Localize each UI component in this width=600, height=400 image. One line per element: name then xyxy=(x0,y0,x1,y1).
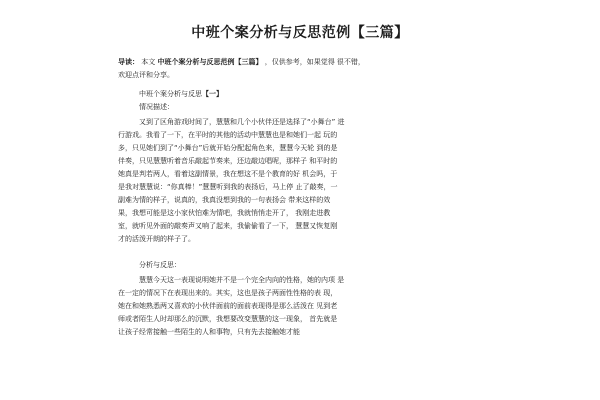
section-heading xyxy=(118,88,519,101)
analysis-paragraph xyxy=(118,274,498,339)
situation-line: 果，我想可能是这小家伙怕难为情吧，我就悄悄走开了， 我刚走进教 xyxy=(118,209,331,217)
guide-prefix: 本文 xyxy=(141,58,158,66)
situation-line: 多，只见她们到了“小舞台”后就开始分配起角色来，慧慧今天轮 到的是 xyxy=(118,144,338,152)
document-title: 中班个案分析与反思范例【三篇】 xyxy=(191,25,409,41)
section-heading-text: 中班个案分析与反思 xyxy=(139,90,202,98)
guide-paragraph xyxy=(118,56,498,82)
analysis-line: 让孩子经常接触一些陌生的人和事物，只有先去接触她才能 xyxy=(118,328,300,336)
guide-line-2: 欢迎点评和分享。 xyxy=(118,71,174,79)
guide-label: 导读： xyxy=(118,58,139,66)
situation-line: 她真是判若两人，看着这副情景，我在想这不是个教育的好 机会吗，于 xyxy=(118,170,338,178)
analysis-line: 在一定的情况下在表现出来的。其实，这也是孩子两面性性格的表 现， xyxy=(118,289,338,297)
section-heading-number: 【一】 xyxy=(202,90,223,98)
situation-line: 室，就听见外面的敲奏声又响了起来，我偷偷看了一下， 慧慧又恢复刚 xyxy=(118,222,338,230)
situation-line: 又到了区角游戏时间了，慧慧和几个小伙伴还是选择了“小舞台” 进 xyxy=(139,118,345,126)
situation-line: 伴奏，只见慧慧听着音乐敲起节奏来，还边敲边唱呢，那样子 和平时的 xyxy=(118,157,338,165)
situation-line: 是我对慧慧说：“你真棒！”慧慧听到我的表扬后，马上停 止了敲奏，一 xyxy=(118,183,338,191)
situation-line: 行游戏。我看了一下，在平时的其他的活动中慧慧也是和她们一起 玩的 xyxy=(118,131,338,139)
situation-line: 才的活泼开朗的样子了。 xyxy=(118,235,195,243)
analysis-line: 师或者陌生人时却那么的沉默，我想要改变慧慧的这一现象， 首先就是 xyxy=(118,315,338,323)
analysis-line: 慧慧今天这一表现说明她并不是一个完全内向的性格，她的内项 是 xyxy=(139,276,345,284)
analysis-line: 她在和她熟悉两又喜欢的小伙伴面前的面前表现得是那么活泼在 见到老 xyxy=(118,302,338,310)
situation-label: 情况描述： xyxy=(139,103,174,111)
analysis-label: 分析与反思： xyxy=(139,261,181,269)
situation-line: 副难为情的样子，说真的，我真没想到我的一句表扬会 带来这样的效 xyxy=(118,196,331,204)
guide-suffix: ，仅供参考，如果觉得 很不错， xyxy=(264,58,365,66)
guide-doc-ref: 中班个案分析与反思范例【三篇】 xyxy=(157,58,263,66)
situation-paragraph xyxy=(118,116,498,246)
